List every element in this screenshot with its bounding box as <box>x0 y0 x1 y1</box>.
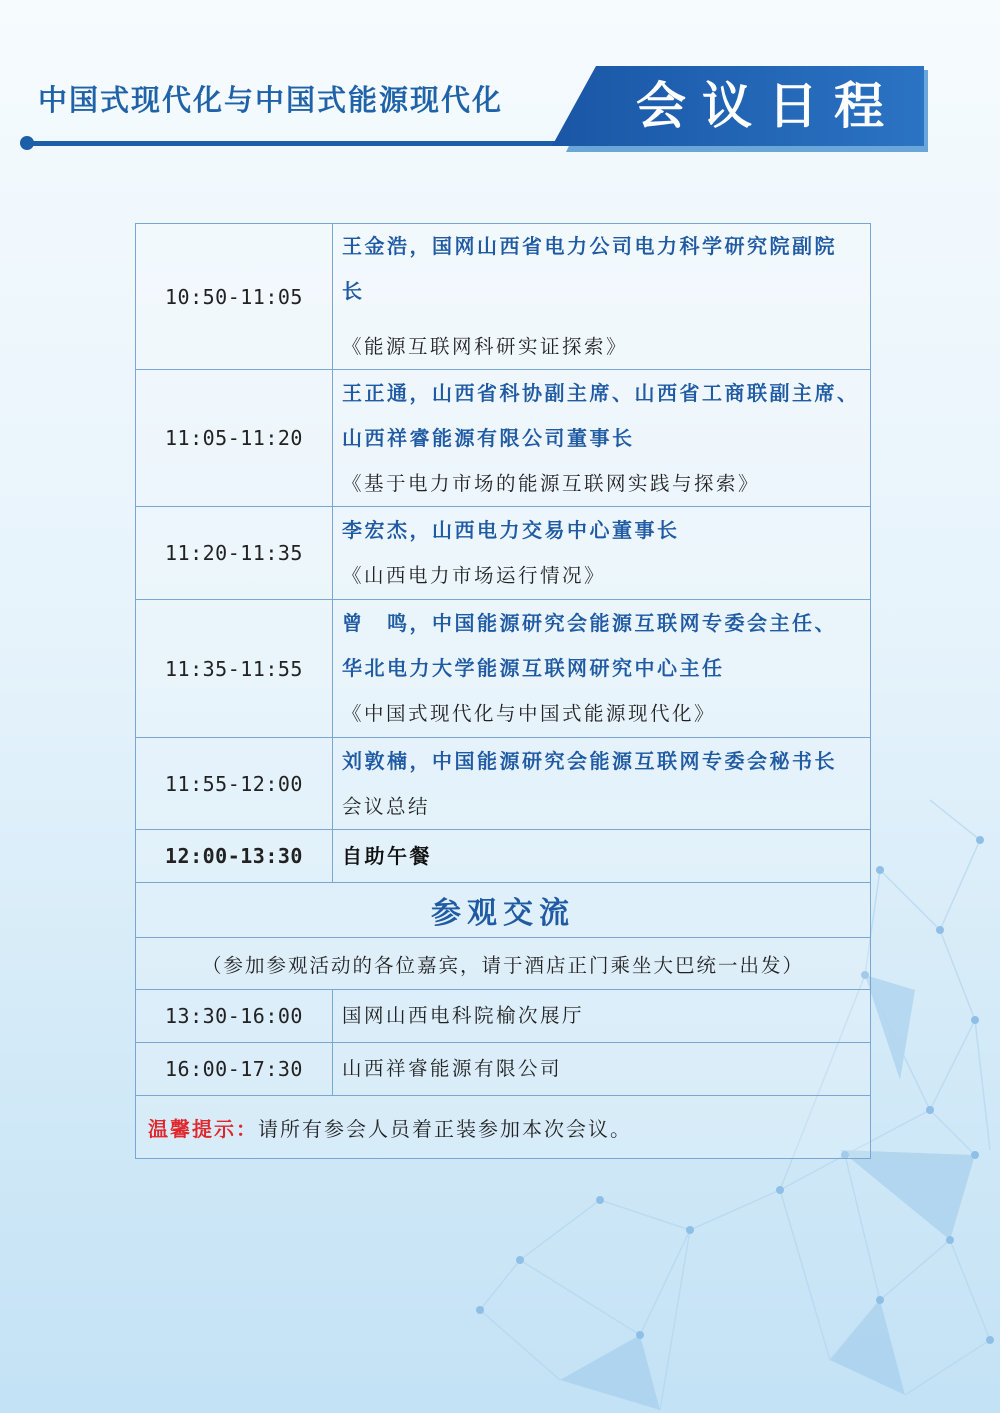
talk-title: 会议总结 <box>342 794 431 818</box>
visit-info <box>333 1043 871 1096</box>
speaker-name: 王金浩，国网山西省电力公司电力科学研究院副院 <box>342 234 837 258</box>
session-time: 11:55-12:00 <box>136 738 333 830</box>
conference-theme-title: 中国式现代化与中国式能源现代化 <box>38 83 504 117</box>
table-row <box>136 1096 871 1159</box>
visit-info <box>333 990 871 1043</box>
table-row <box>136 990 871 1043</box>
talk-title: 《山西电力市场运行情况》 <box>342 564 607 587</box>
session-info <box>333 600 871 738</box>
reminder <box>136 1096 871 1159</box>
visit-time: 13:30-16:00 <box>136 990 333 1043</box>
lunch-info <box>333 830 871 883</box>
table-row <box>136 600 871 738</box>
speaker-name: 李宏杰，山西电力交易中心董事长 <box>342 518 680 542</box>
table-row <box>136 1043 871 1096</box>
visit-departure-note: （参加参观活动的各位嘉宾，请于酒店正门乘坐大巴统一出发） <box>136 938 871 990</box>
table-row <box>136 224 871 370</box>
talk-title: 《基于电力市场的能源互联网实践与探索》 <box>342 471 761 495</box>
lunch-label: 自助午餐 <box>342 844 432 868</box>
visit-section-heading: 参观交流 <box>136 883 871 938</box>
agenda-heading: 会议日程 <box>636 77 900 135</box>
table-row <box>136 938 871 990</box>
speaker-title: 长 <box>342 279 365 303</box>
visit-place: 山西祥睿能源有限公司 <box>342 1057 563 1080</box>
reminder-text: 请所有参会人员着正装参加本次会议。 <box>258 1116 632 1141</box>
session-info <box>333 224 871 370</box>
visit-time: 16:00-17:30 <box>136 1043 333 1096</box>
session-info <box>333 738 871 830</box>
lunch-time: 12:00-13:30 <box>136 830 333 883</box>
reminder-label: 温馨提示： <box>148 1116 258 1141</box>
agenda-table <box>135 223 871 1159</box>
speaker-name: 曾 鸣，中国能源研究会能源互联网专委会主任、 <box>342 611 837 635</box>
talk-title: 《能源互联网科研实证探索》 <box>342 335 629 358</box>
header-underline <box>26 141 556 146</box>
visit-place: 国网山西电科院榆次展厅 <box>342 1004 585 1027</box>
session-info <box>333 370 871 507</box>
speaker-title: 山西祥睿能源有限公司董事长 <box>342 425 635 450</box>
table-row <box>136 370 871 507</box>
session-time: 11:20-11:35 <box>136 507 333 600</box>
table-row <box>136 507 871 600</box>
table-row <box>136 738 871 830</box>
speaker-name: 刘敦楠，中国能源研究会能源互联网专委会秘书长 <box>342 748 837 773</box>
talk-title: 《中国式现代化与中国式能源现代化》 <box>342 702 717 725</box>
session-time: 11:35-11:55 <box>136 600 333 738</box>
table-row <box>136 830 871 883</box>
speaker-name: 王正通，山西省科协副主席、山西省工商联副主席、 <box>342 380 860 405</box>
session-time: 10:50-11:05 <box>136 224 333 370</box>
speaker-title: 华北电力大学能源互联网研究中心主任 <box>342 656 725 680</box>
table-row <box>136 883 871 938</box>
session-time: 11:05-11:20 <box>136 370 333 507</box>
session-info <box>333 507 871 600</box>
